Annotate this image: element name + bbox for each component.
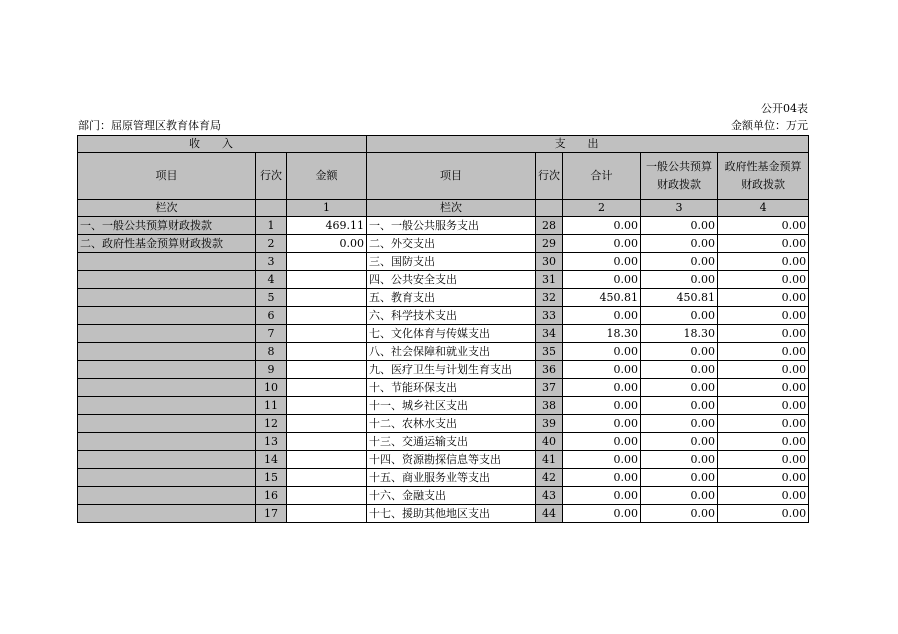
general-budget-cell: 18.30 xyxy=(641,325,718,343)
index-label: 栏次 xyxy=(78,200,256,217)
income-amount-cell: 469.11 xyxy=(287,217,367,235)
income-amount-cell xyxy=(287,361,367,379)
table-row xyxy=(78,235,809,253)
income-row-no-cell: 5 xyxy=(256,289,287,307)
income-row-no-header: 行次 xyxy=(256,153,287,200)
fund-budget-cell: 0.00 xyxy=(718,469,809,487)
general-budget-cell: 0.00 xyxy=(641,487,718,505)
income-amount-cell xyxy=(287,379,367,397)
income-amount-cell: 0.00 xyxy=(287,235,367,253)
income-row-no-cell: 2 xyxy=(256,235,287,253)
expense-item-cell: 八、社会保障和就业支出 xyxy=(367,343,536,361)
income-amount-cell xyxy=(287,469,367,487)
income-amount-cell xyxy=(287,433,367,451)
table-row xyxy=(78,469,809,487)
fund-budget-cell: 0.00 xyxy=(718,271,809,289)
income-item-cell xyxy=(78,397,256,415)
income-amount-cell xyxy=(287,415,367,433)
income-row-no-cell: 10 xyxy=(256,379,287,397)
expense-row-no-cell: 29 xyxy=(536,235,563,253)
index-col-1: 1 xyxy=(287,200,367,217)
index-blank xyxy=(256,200,287,217)
expense-item-cell: 十七、援助其他地区支出 xyxy=(367,505,536,523)
income-row-no-cell: 8 xyxy=(256,343,287,361)
general-budget-cell: 0.00 xyxy=(641,415,718,433)
income-item-cell xyxy=(78,451,256,469)
income-amount-cell xyxy=(287,343,367,361)
income-row-no-cell: 9 xyxy=(256,361,287,379)
income-row-no-cell: 12 xyxy=(256,415,287,433)
total-cell: 0.00 xyxy=(563,343,641,361)
expense-item-cell: 四、公共安全支出 xyxy=(367,271,536,289)
expense-row-no-cell: 31 xyxy=(536,271,563,289)
general-budget-cell: 0.00 xyxy=(641,397,718,415)
table-row xyxy=(78,505,809,523)
income-amount-header: 金额 xyxy=(287,153,367,200)
income-item-cell xyxy=(78,415,256,433)
table-row xyxy=(78,487,809,505)
expense-row-no-header: 行次 xyxy=(536,153,563,200)
table-body xyxy=(78,136,809,523)
general-budget-cell: 0.00 xyxy=(641,505,718,523)
income-row-no-cell: 1 xyxy=(256,217,287,235)
income-amount-cell xyxy=(287,451,367,469)
general-budget-header: 一般公共预算财政拨款 xyxy=(641,153,718,200)
total-cell: 0.00 xyxy=(563,235,641,253)
expense-item-cell: 三、国防支出 xyxy=(367,253,536,271)
income-amount-cell xyxy=(287,325,367,343)
income-amount-cell xyxy=(287,271,367,289)
total-cell: 0.00 xyxy=(563,361,641,379)
expense-row-no-cell: 41 xyxy=(536,451,563,469)
income-item-header: 项目 xyxy=(78,153,256,200)
expense-header: 支出 xyxy=(367,136,809,153)
income-item-cell xyxy=(78,487,256,505)
table-row xyxy=(78,289,809,307)
table-row xyxy=(78,415,809,433)
expense-item-cell: 十三、交通运输支出 xyxy=(367,433,536,451)
total-header: 合计 xyxy=(563,153,641,200)
income-row-no-cell: 7 xyxy=(256,325,287,343)
income-item-cell xyxy=(78,253,256,271)
table-row xyxy=(78,433,809,451)
fund-budget-cell: 0.00 xyxy=(718,433,809,451)
expense-row-no-cell: 33 xyxy=(536,307,563,325)
fund-budget-cell: 0.00 xyxy=(718,235,809,253)
income-item-cell: 二、政府性基金预算财政拨款 xyxy=(78,235,256,253)
general-budget-cell: 0.00 xyxy=(641,217,718,235)
general-budget-cell: 0.00 xyxy=(641,343,718,361)
total-cell: 0.00 xyxy=(563,271,641,289)
total-cell: 0.00 xyxy=(563,253,641,271)
fund-budget-cell: 0.00 xyxy=(718,415,809,433)
section-header-row xyxy=(78,136,809,153)
index-col-4: 4 xyxy=(718,200,809,217)
general-budget-cell: 0.00 xyxy=(641,307,718,325)
income-item-cell xyxy=(78,289,256,307)
income-item-cell xyxy=(78,469,256,487)
income-amount-cell xyxy=(287,397,367,415)
total-cell: 0.00 xyxy=(563,469,641,487)
fund-budget-cell: 0.00 xyxy=(718,289,809,307)
index-blank-2 xyxy=(536,200,563,217)
fund-budget-cell: 0.00 xyxy=(718,397,809,415)
income-row-no-cell: 6 xyxy=(256,307,287,325)
expense-item-cell: 十、节能环保支出 xyxy=(367,379,536,397)
income-item-cell: 一、一般公共预算财政拨款 xyxy=(78,217,256,235)
expense-item-cell: 六、科学技术支出 xyxy=(367,307,536,325)
expense-row-no-cell: 30 xyxy=(536,253,563,271)
index-row xyxy=(78,200,809,217)
expense-item-header: 项目 xyxy=(367,153,536,200)
expense-item-cell: 十一、城乡社区支出 xyxy=(367,397,536,415)
table-row xyxy=(78,271,809,289)
unit-label: 金额单位：万元 xyxy=(731,119,808,132)
general-budget-cell: 0.00 xyxy=(641,469,718,487)
expense-row-no-cell: 35 xyxy=(536,343,563,361)
fund-budget-cell: 0.00 xyxy=(718,217,809,235)
income-row-no-cell: 11 xyxy=(256,397,287,415)
income-item-cell xyxy=(78,325,256,343)
table-row xyxy=(78,325,809,343)
general-budget-cell: 0.00 xyxy=(641,235,718,253)
total-cell: 0.00 xyxy=(563,397,641,415)
table-row xyxy=(78,361,809,379)
expense-item-cell: 七、文化体育与传媒支出 xyxy=(367,325,536,343)
expense-row-no-cell: 36 xyxy=(536,361,563,379)
income-item-cell xyxy=(78,307,256,325)
department-label: 部门：屈原管理区教育体育局 xyxy=(78,119,221,132)
total-cell: 0.00 xyxy=(563,487,641,505)
fund-budget-header: 政府性基金预算财政拨款 xyxy=(718,153,809,200)
table-row xyxy=(78,397,809,415)
expense-row-no-cell: 34 xyxy=(536,325,563,343)
fund-budget-cell: 0.00 xyxy=(718,343,809,361)
fund-budget-cell: 0.00 xyxy=(718,487,809,505)
fund-budget-cell: 0.00 xyxy=(718,379,809,397)
expense-item-cell: 二、外交支出 xyxy=(367,235,536,253)
meta-line xyxy=(78,117,808,133)
fund-budget-cell: 0.00 xyxy=(718,307,809,325)
income-row-no-cell: 3 xyxy=(256,253,287,271)
general-budget-cell: 0.00 xyxy=(641,253,718,271)
table-row xyxy=(78,253,809,271)
expense-row-no-cell: 38 xyxy=(536,397,563,415)
expense-item-cell: 九、医疗卫生与计划生育支出 xyxy=(367,361,536,379)
total-cell: 18.30 xyxy=(563,325,641,343)
income-row-no-cell: 4 xyxy=(256,271,287,289)
income-item-cell xyxy=(78,433,256,451)
income-row-no-cell: 16 xyxy=(256,487,287,505)
total-cell: 0.00 xyxy=(563,505,641,523)
expense-row-no-cell: 40 xyxy=(536,433,563,451)
fund-budget-cell: 0.00 xyxy=(718,325,809,343)
budget-table xyxy=(77,135,809,523)
form-number: 公开04表 xyxy=(761,102,808,115)
income-amount-cell xyxy=(287,253,367,271)
income-row-no-cell: 17 xyxy=(256,505,287,523)
general-budget-cell: 0.00 xyxy=(641,379,718,397)
table-row xyxy=(78,343,809,361)
expense-item-cell: 十六、金融支出 xyxy=(367,487,536,505)
expense-row-no-cell: 39 xyxy=(536,415,563,433)
general-budget-cell: 0.00 xyxy=(641,451,718,469)
general-budget-cell: 450.81 xyxy=(641,289,718,307)
income-header: 收入 xyxy=(78,136,367,153)
general-budget-cell: 0.00 xyxy=(641,271,718,289)
income-item-cell xyxy=(78,361,256,379)
expense-item-cell: 十五、商业服务业等支出 xyxy=(367,469,536,487)
index-label-2: 栏次 xyxy=(367,200,536,217)
total-cell: 0.00 xyxy=(563,217,641,235)
expense-item-cell: 五、教育支出 xyxy=(367,289,536,307)
income-item-cell xyxy=(78,343,256,361)
total-cell: 0.00 xyxy=(563,433,641,451)
total-cell: 0.00 xyxy=(563,307,641,325)
total-cell: 0.00 xyxy=(563,415,641,433)
fund-budget-cell: 0.00 xyxy=(718,505,809,523)
income-row-no-cell: 14 xyxy=(256,451,287,469)
expense-row-no-cell: 43 xyxy=(536,487,563,505)
total-cell: 0.00 xyxy=(563,451,641,469)
fund-budget-cell: 0.00 xyxy=(718,451,809,469)
income-item-cell xyxy=(78,271,256,289)
expense-item-cell: 十二、农林水支出 xyxy=(367,415,536,433)
expense-row-no-cell: 28 xyxy=(536,217,563,235)
table-row xyxy=(78,217,809,235)
column-header-row xyxy=(78,153,809,200)
expense-row-no-cell: 44 xyxy=(536,505,563,523)
index-col-2: 2 xyxy=(563,200,641,217)
table-row xyxy=(78,307,809,325)
income-row-no-cell: 15 xyxy=(256,469,287,487)
table-row xyxy=(78,379,809,397)
expense-item-cell: 十四、资源勘探信息等支出 xyxy=(367,451,536,469)
fund-budget-cell: 0.00 xyxy=(718,361,809,379)
expense-row-no-cell: 32 xyxy=(536,289,563,307)
income-item-cell xyxy=(78,505,256,523)
income-amount-cell xyxy=(287,505,367,523)
expense-row-no-cell: 42 xyxy=(536,469,563,487)
total-cell: 0.00 xyxy=(563,379,641,397)
expense-item-cell: 一、一般公共服务支出 xyxy=(367,217,536,235)
income-amount-cell xyxy=(287,487,367,505)
general-budget-cell: 0.00 xyxy=(641,433,718,451)
income-item-cell xyxy=(78,379,256,397)
index-col-3: 3 xyxy=(641,200,718,217)
general-budget-cell: 0.00 xyxy=(641,361,718,379)
expense-row-no-cell: 37 xyxy=(536,379,563,397)
table-row xyxy=(78,451,809,469)
income-amount-cell xyxy=(287,307,367,325)
income-row-no-cell: 13 xyxy=(256,433,287,451)
income-amount-cell xyxy=(287,289,367,307)
total-cell: 450.81 xyxy=(563,289,641,307)
fund-budget-cell: 0.00 xyxy=(718,253,809,271)
